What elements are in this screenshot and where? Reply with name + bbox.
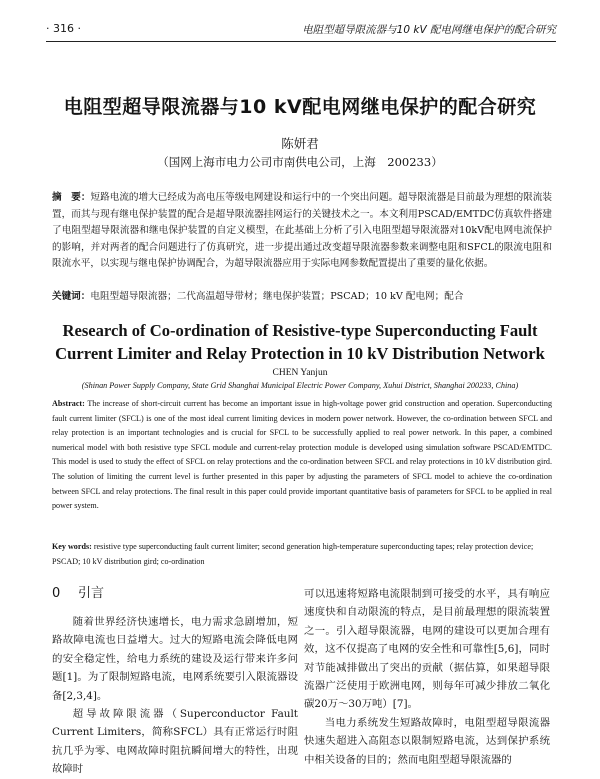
keywords-cn-label: 关键词：: [52, 291, 91, 302]
abstract-cn-label: 摘 要：: [52, 192, 91, 203]
abstract-en-text: The increase of short-circuit current has become an important issue in high-voltage power grid construction and operation. Superconducting fault current limiter (SFCL) is one of the most ideal current limiting devices in modern power network. However, the co-ordination between SFCL and relay protection is an important technologies and is crucial for SFCL to be successfully applied to real power network. In this paper, a combined numerical model with both resistive type SFCL module and current-relay protection module is developed using simulation software PSCAD/EMTDC. This model is used to study the effect of SFCL on relay protections and the co-ordination between SFCL and relay protections in 10 kV distribution gird. The solution of limiting the current level is further presented in this paper by adjusting the parameters of SFCL model to achieve the co-ordination between SFCL and relay protections. The final result in this paper could provide important quantitative basis of parameters for SFCL to be applied in real power system.: [52, 399, 552, 511]
running-title: 电阻型超导限流器与10 kV 配电网继电保护的配合研究: [302, 24, 556, 36]
page-number: · 316 ·: [46, 22, 81, 35]
body-column-right: [304, 585, 550, 769]
keywords-en: [52, 540, 552, 569]
abstract-cn: [52, 190, 552, 273]
body-paragraph: 可以迅速将短路电流限制到可接受的水平，具有响应速度快和自动限流的特点，是目前最理想的限流装置之一。引入超导限流器，电网的建设可以更加合理有效，这不仅提高了电网的安全性和可靠性[5,6]，同时对节能减排做出了突出的贡献（据估算，如果超导限流器广泛使用于欧洲电网，则每年可减少排放二氧化碳20万～30万吨）[7]。: [304, 588, 550, 711]
abstract-en-label: Abstract:: [52, 399, 85, 408]
abstract-cn-text: 短路电流的增大已经成为高电压等级电网建设和运行中的一个突出问题。超导限流器是目前最为理想的限流装置，而其与现有继电保护装置的配合是超导限流器挂网运行的关键技术之一。本文利用PSCAD/EMTDC仿真软件搭建了电阻型超导限流器和继电保护装置的自定义模型，在此基础上分析了引入电阻型超导限流器对10kV配电网电流保护的影响，并对两者的配合问题进行了仿真研究，进一步提出通过改变超导限流器参数来调整电阻和SFCL的限流电阻和限流水平，以实现与继电保护协调配合，为超导限流器应用于实际电网参数配置提出了重要的量化依据。: [52, 192, 553, 269]
affiliation-cn: （国网上海市电力公司市南供电公司，上海 200233）: [157, 155, 443, 169]
body-column-left: [52, 585, 298, 779]
keywords-cn: [52, 289, 552, 305]
body-paragraph: 当电力系统发生短路故障时，电阻型超导限流器快速失超进入高阻态以限制短路电流，达到保护系统中相关设备的目的；然而电阻型超导限流器的: [304, 716, 550, 766]
keywords-en-label: Key words:: [52, 542, 92, 551]
body-paragraph: 随着世界经济快速增长，电力需求急剧增加，短路故障电流也日益增大。过大的短路电流会降低电网的安全稳定性，给电力系统的建设及运行带来许多问题[1]。为了限制短路电流，电网系统要引入限流器设备[2,3,4]。: [52, 616, 298, 702]
abstract-en: [52, 397, 552, 514]
paper-title-en-line2: Current Limiter and Relay Protection in 10 kV Distribution Network: [55, 344, 545, 363]
affiliation-en: (Shinan Power Supply Company, State Grid Shanghai Municipal Electric Power Company, Xuhui District, Shanghai 200233, China): [81, 381, 519, 390]
author-en: CHEN Yanjun: [272, 368, 328, 378]
keywords-cn-text: 电阻型超导限流器；二代高温超导带材；继电保护装置；PSCAD；10 kV 配电网；配合: [90, 291, 464, 302]
paper-title-en-line1: Research of Co-ordination of Resistive-type Superconducting Fault: [62, 321, 538, 340]
section-heading: [52, 585, 298, 603]
keywords-en-text: resistive type superconducting fault current limiter; second generation high-temperature superconducting tapes; relay protection device; PSCAD; 10 kV distribution gird; co-ordination: [52, 542, 534, 566]
paper-title-en: [40, 319, 560, 365]
body-paragraph: 超导故障限流器（Superconductor Fault Current Limiters，简称SFCL）具有正常运行时阻抗几乎为零、电网故障时阻抗瞬间增大的特性，出现故障时: [52, 708, 298, 776]
section-title: 引言: [78, 586, 105, 601]
header-rule: [46, 41, 556, 42]
author-cn: 陈妍君: [281, 136, 319, 151]
running-header: [46, 20, 556, 42]
paper-title-cn: 电阻型超导限流器与10 kV配电网继电保护的配合研究: [63, 96, 537, 118]
section-number: 0: [52, 586, 61, 601]
